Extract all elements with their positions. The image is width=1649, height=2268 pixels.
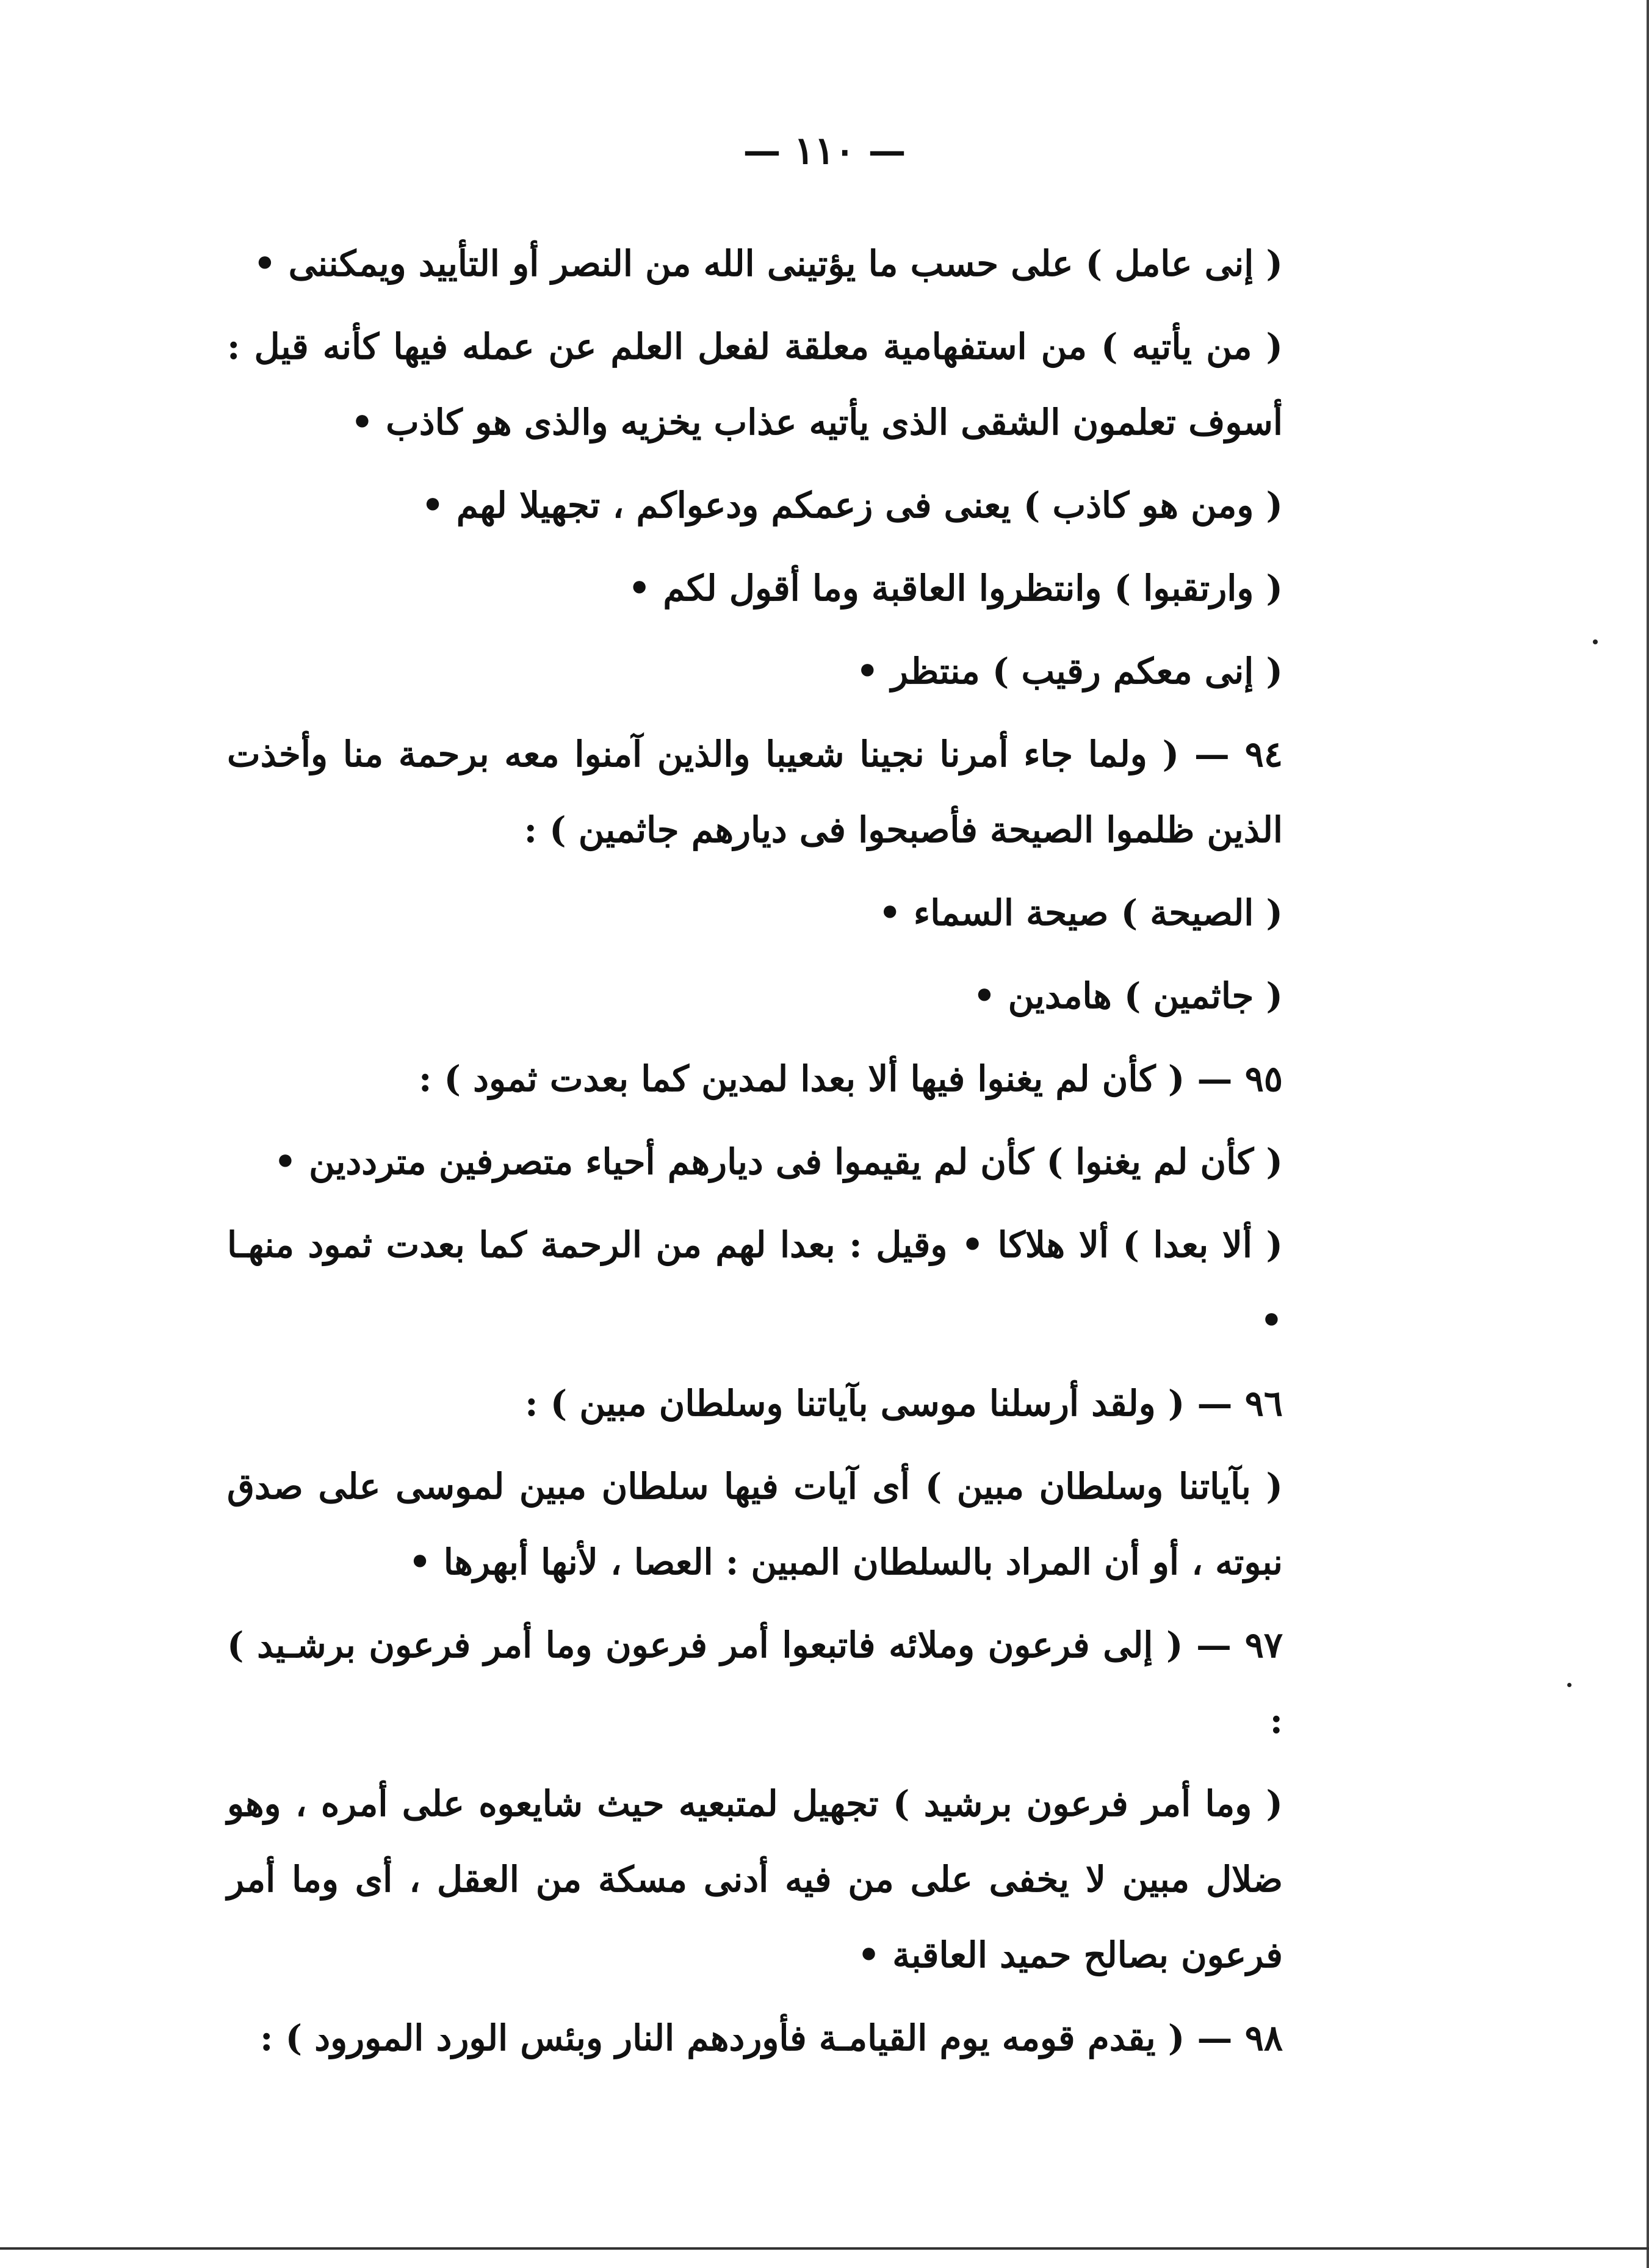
- paragraph: ( بآياتنا وسلطان مبين ) أى آيات فيها سلطان مبين لموسى على صدق نبوته ، أو أن المراد بالسلطان المبين : العصا ، لأنها أبهرها •: [227, 1466, 1283, 1583]
- scan-speck: [1567, 1683, 1571, 1687]
- body-text: [227, 226, 1393, 2083]
- verse-paragraph: ٩٦ — ( ولقد أرسلنا موسى بآياتنا وسلطان مبين ) :: [525, 1383, 1283, 1424]
- verse-paragraph: ٩٥ — ( كأن لم يغنوا فيها ألا بعدا لمدين كما بعدت ثمود ) :: [418, 1058, 1283, 1100]
- paragraph: ( وما أمر فرعون برشيد ) تجهيل لمتبعيه حيث شايعوه على أمره ، وهو ضلال مبين لا يخفى على من فيه أدنى مسكة من العقل ، أى وما أمر فرعون بصالح حميد العاقبة •: [227, 1783, 1283, 1976]
- paragraph: ( الصيحة ) صيحة السماء •: [878, 892, 1283, 934]
- verse-paragraph: ٩٤ — ( ولما جاء أمرنا نجينا شعيبا والذين آمنوا معه برحمة منا وأخذت الذين ظلموا الصيحة فأصبحوا فى ديارهم جاثمين ) :: [227, 733, 1283, 851]
- scan-speck: [1593, 639, 1598, 644]
- scan-edge-line: [0, 2247, 1649, 2250]
- verse-paragraph: ٩٧ — ( إلى فرعون وملائه فاتبعوا أمر فرعون وما أمر فرعون برشـيد ) :: [227, 1624, 1283, 1741]
- paragraph: ( كأن لم يغنوا ) كأن لم يقيموا فى ديارهم أحياء متصرفين مترددين •: [273, 1141, 1283, 1183]
- verse-paragraph: ٩٨ — ( يقدم قومه يوم القيامـة فأوردهم النار وبئس الورد المورود ) :: [260, 2017, 1283, 2059]
- paragraph: ( جاثمين ) هامدين •: [973, 975, 1283, 1017]
- paragraph: ( ألا بعدا ) ألا هلاكا • وقيل : بعدا لهم من الرحمة كما بعدت ثمود منهـا •: [227, 1224, 1283, 1341]
- paragraph: ( إنى عامل ) على حسب ما يؤتينى الله من النصر أو التأييد ويمكننى •: [253, 243, 1283, 284]
- paragraph: ( من يأتيه ) من استفهامية معلقة لفعل العلم عن عمله فيها كأنه قيل : أسوف تعلمون الشقى الذى يأتيه عذاب يخزيه والذى هو كاذب •: [227, 326, 1283, 443]
- paragraph: ( إنى معكم رقيب ) منتظر •: [856, 650, 1283, 692]
- page-number: — ١١٠ —: [743, 128, 906, 173]
- paragraph: ( ومن هو كاذب ) يعنى فى زعمكم ودعواكم ، تجهيلا لهم •: [421, 484, 1283, 526]
- scan-edge-line: [1647, 0, 1649, 2268]
- paragraph: ( وارتقبوا ) وانتظروا العاقبة وما أقول لكم •: [628, 567, 1283, 609]
